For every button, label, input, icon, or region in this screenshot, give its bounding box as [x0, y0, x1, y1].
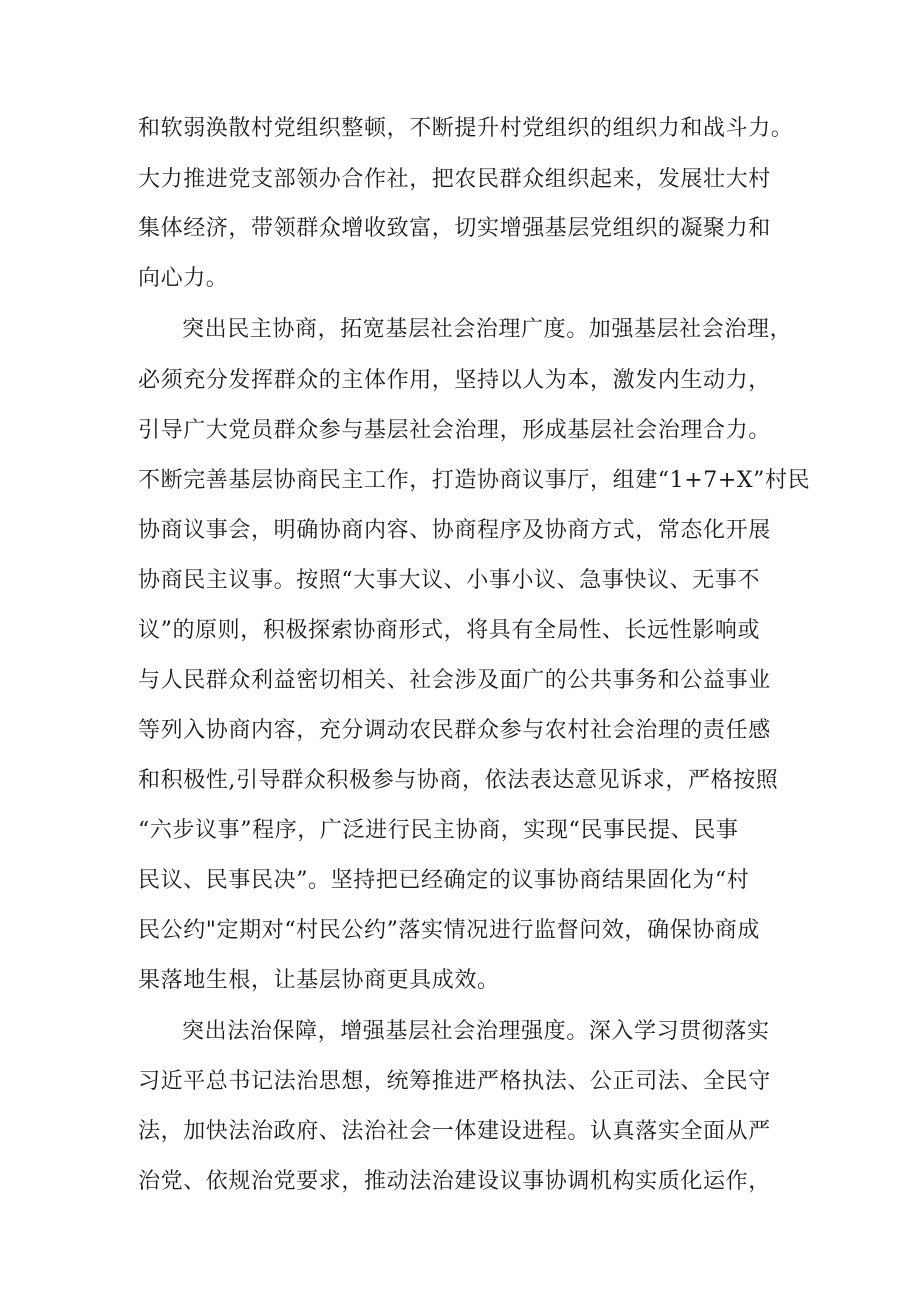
text-line: 民公约"定期对“村民公约”落实情况进行监督问效，确保协商成 [138, 918, 761, 943]
text-line: 协商民主议事。按照“大事大议、小事小议、急事快议、无事不 [138, 568, 761, 593]
text-line: 与人民群众利益密切相关、社会涉及面广的公共事务和公益事业 [138, 668, 771, 693]
text-line: 协商议事会，明确协商内容、协商程序及协商方式，常态化开展 [138, 518, 771, 543]
text-line: “六步议事”程序，广泛进行民主协商，实现“民事民提、民事 [138, 818, 739, 843]
text-line: 等列入协商内容，充分调动农民群众参与农村社会治理的责任感 [138, 718, 771, 743]
text-line: 民议、民事民决”。坚持把已经确定的议事协商结果固化为“村 [138, 868, 750, 893]
text-line: 大力推进党支部领办合作社，把农民群众组织起来，发展壮大村 [138, 167, 771, 192]
paragraph-heading-line: 突出法治保障，增强基层社会治理强度。深入学习贯彻落实 [182, 1019, 770, 1044]
text-line: 和软弱涣散村党组织整顿，不断提升村党组织的组织力和战斗力。 [138, 116, 794, 141]
text-line: 果落地生根，让基层协商更具成效。 [138, 968, 500, 993]
text-line: 议”的原则，积极探索协商形式，将具有全局性、长远性影响或 [138, 618, 761, 643]
text-line: 引导广大党员群众参与基层社会治理，形成基层社会治理合力。 [138, 418, 771, 443]
text-line: 和积极性,引导群众积极参与协商，依法表达意见诉求，严格按照 [138, 768, 779, 793]
text-line: 向心力。 [138, 266, 229, 291]
text-line: 必须充分发挥群众的主体作用，坚持以人为本，激发内生动力， [138, 368, 771, 393]
text-line: 习近平总书记法治思想，统筹推进严格执法、公正司法、全民守 [138, 1069, 771, 1094]
paragraph-heading-line: 突出民主协商，拓宽基层社会治理广度。加强基层社会治理， [182, 317, 793, 342]
text-line: 不断完善基层协商民主工作，打造协商议事厅，组建“1+7+X”村民 [138, 468, 811, 493]
text-line: 集体经济，带领群众增收致富，切实增强基层党组织的凝聚力和 [138, 216, 771, 241]
text-line: 治党、依规治党要求，推动法治建设议事协调机构实质化运作， [138, 1169, 771, 1194]
text-line: 法，加快法治政府、法治社会一体建设进程。认真落实全面从严 [138, 1119, 771, 1144]
